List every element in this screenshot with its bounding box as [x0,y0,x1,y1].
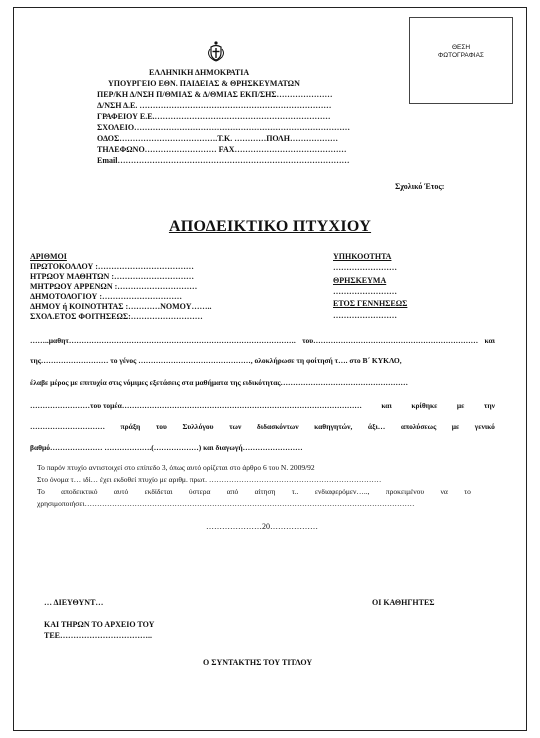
body-word: αποδεικτικό [61,487,98,496]
body-word: καθηγητών, [314,422,353,431]
issuance-statement [37,487,471,496]
ministry-line: ΥΠΟΥΡΓΕΙΟ ΕΘΝ. ΠΑΙΔΕΙΑΣ & ΘΡΗΣΚΕΥΜΑΤΩΝ [108,79,300,88]
body-word: με [451,422,460,431]
body-word: τ.. [291,487,299,496]
protocol-number-line: ΠΡΩΤΟΚΟΛΛΟΥ :……………………………… [30,262,194,271]
date-line: …………………20……………… [206,522,318,531]
drafter-label: Ο ΣΥΝΤΑΚΤΗΣ ΤΟΥ ΤΙΤΛΟΥ [203,658,313,667]
photo-placeholder-box [409,17,513,104]
photo-label-line2: ΦΩΤΟΓΡΑΦΙΑΣ [438,52,484,59]
body-word: ενδιαφερόμεν….., [314,487,370,496]
body-line-3: έλαβε μέρος με επιτυχία στις νόμιμες εξετάσεις στα μαθήματα της ειδικότητας…………………………………………… [30,378,409,387]
attendance-year-line: ΣΧΟΛ.ΕΤΟΣ ΦΟΙΤΗΣΕΩΣ:……………………… [30,312,203,321]
body-word: και [381,401,392,410]
greek-coat-of-arms-icon [205,40,227,62]
school-year-label: Σχολικό Έτος: [395,182,445,191]
body-word: αυτό [113,487,129,496]
body-line-6: βαθμό………………… ……………….(………………) και διαγωγή…………………… [30,443,303,452]
directorate-line: Δ/ΝΣΗ Δ.Ε. ……………………………………………………………… [97,101,332,110]
act-field: ………………………… [30,422,105,431]
birth-year-label: ΕΤΟΣ ΓΕΝΝΗΣΕΩΣ [333,299,408,308]
address-line: ΟΔΟΣ……………………………….Τ.Κ. …………ΠΟΛΗ……………… [97,134,339,143]
body-word: την [483,401,495,410]
body-word: εκδίδεται [144,487,173,496]
body-word: άξι… [367,422,386,431]
religion-field: …………………… [333,287,397,296]
level-statement: Το παρόν πτυχίο αντιστοιχεί στο επίπεδο 3, όπως αυτό ορίζεται στο άρθρο 6 του Ν. 2009/92 [37,463,315,472]
body-word: το [464,487,471,496]
male-registry-line: ΜΗΤΡΩΟΥ ΑΡΡΕΝΩΝ :………………………… [30,282,198,291]
body-word: από [226,487,239,496]
teachers-signature-label: ΟΙ ΚΑΘΗΓΗΤΕΣ [372,598,435,607]
student-name-field: ……..μαθητ………………………………………………………………………………. [30,336,296,345]
school-line: ΣΧΟΛΕΙΟ……………………………………………………………………… [97,123,351,132]
document-title: ΑΠΟΔΕΙΚΤΙΚΟ ΠΤΥΧΙΟΥ [168,218,372,235]
body-word: Συλλόγου [182,422,214,431]
email-line: Email…………………………………………………………………………… [97,156,350,165]
municipal-registry-line: ΔΗΜΟΤΟΛΟΓΙΟΥ :………………………… [30,292,182,301]
student-registry-line: ΗΤΡΩΟΥ ΜΑΘΗΤΩΝ :………………………… [30,272,194,281]
body-word: προκειμένου [385,487,425,496]
body-word: του [155,422,167,431]
body-word: των [229,422,242,431]
body-word: γενικό [474,422,495,431]
body-line-5 [30,422,495,431]
religion-label: ΘΡΗΣΚΕΥΜΑ [333,276,387,285]
tee-line: ΤΕΕ…………………………….. [44,631,153,640]
body-line-1 [30,336,495,345]
numbers-heading: ΑΡΙΘΜΟΙ [30,252,67,261]
republic-title: ΕΛΛΗΝΙΚΗ ΔΗΜΟΚΡΑΤΙΑ [149,68,250,77]
body-word: κρίθηκε [411,401,438,410]
body-word: με [456,401,465,410]
sector-field: ……………………του τομέα…………………………………………………………………………………… [30,401,362,410]
body-word: να [440,487,448,496]
body-word: διδασκόντων [256,422,299,431]
archive-keeper-label: ΚΑΙ ΤΗΡΩΝ ΤΟ ΑΡΧΕΙΟ ΤΟΥ [44,620,155,629]
director-signature-label: … ΔΙΕΥΘΥΝΤ… [44,598,104,607]
body-word: Το [37,487,45,496]
citizenship-field: …………………… [333,263,397,272]
body-line-4 [30,401,495,410]
body-word: ύστερα [188,487,211,496]
municipality-prefecture-line: ΔΗΜΟΥ ή ΚΟΙΝΟΤΗΤΑΣ :…………ΝΟΜΟΥ…….. [30,302,212,311]
office-line: ΓΡΑΦΕΙΟΥ Ε.Ε.………………………………………………………… [97,112,331,121]
phone-fax-line: ΤΗΛΕΦΩΝΟ……………………… FAX…………………………………… [97,145,347,154]
photo-label-line1: ΘΕΣΗ [451,44,471,51]
father-name-field: του………………………………………………………… [302,336,479,345]
region-line: ΠΕΡ/ΚΗ Δ/ΝΣΗ Π/ΘΜΙΑΣ & Δ/ΘΜΙΑΣ ΕΚΠ/ΣΗΣ………………… [97,90,333,99]
citizenship-label: ΥΠΗΚΟΟΤΗΤΑ [333,252,392,261]
body-word: απολύσεως [400,422,437,431]
usage-line: χρησιμοποιήσει…………………………………………………………………………………………………………………… [37,499,415,508]
issued-certificate-line: Στο όνομα τ… ιδί… έχει εκδοθεί πτυχίο με αριθμ. πρωτ. …………………………………………………………… [37,475,382,484]
body-word: πράξη [120,422,141,431]
body-line-2: της……………………… το γένος ………………………………………, ολοκλήρωσε τη φοίτησή τ…. στο Β΄ ΚΥΚΛΟ, [30,356,402,365]
body-word: και [484,336,495,345]
birth-year-field: …………………… [333,311,397,320]
body-word: αίτηση [254,487,276,496]
